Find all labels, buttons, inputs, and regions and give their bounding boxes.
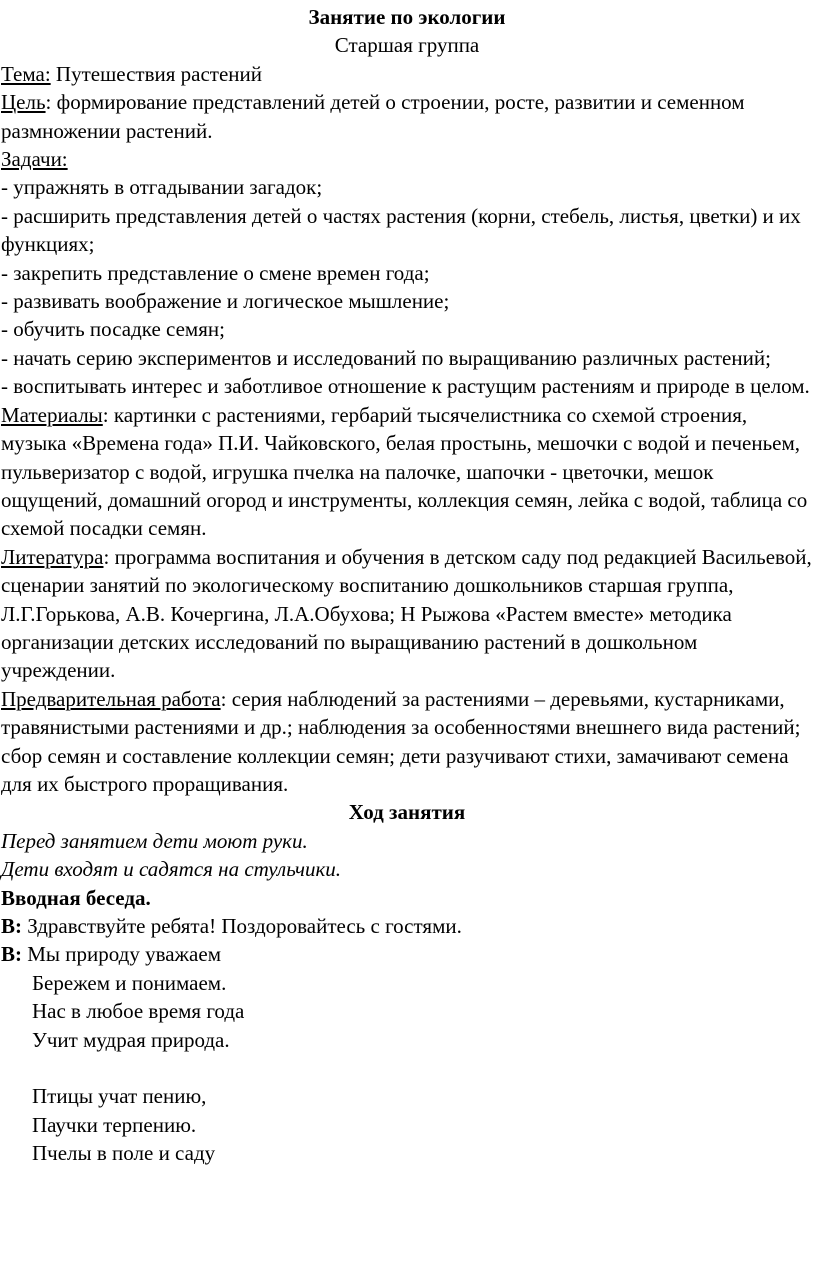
dialogue-text: Здравствуйте ребята! Поздоровайтесь с гостями. (22, 914, 462, 938)
materials-paragraph (1, 401, 813, 543)
topic-text: Путешествия растений (50, 61, 262, 86)
poem-line: Птицы учат пению, (32, 1084, 207, 1109)
prework-label: Предварительная работа (1, 686, 221, 711)
task-item: - упражнять в отгадывании загадок; (1, 175, 323, 200)
prework-text: : серия наблюдений за растениями – деревьями, кустарниками, травянистыми растениями и др.; наблюдения за особенностями внешнего вида растений; сбор семян и составление коллекции семян; дети разучивают стихи, замачивают семена для их быстрого проращивания. (1, 686, 801, 796)
task-item: - воспитывать интерес и заботливое отношение к растущим растениям и природе в целом. (1, 374, 810, 399)
poem-line: Нас в любое время года (32, 999, 245, 1024)
poem-line: Паучки терпению. (32, 1112, 197, 1137)
goal-text: : формирование представлений детей о строении, росте, развитии и семенном размножении растений. (1, 90, 745, 143)
prework-paragraph (1, 685, 813, 799)
topic-label: Тема: (1, 61, 51, 86)
task-item: - закрепить представление о смене времен года; (1, 260, 430, 285)
speaker-label: В: (1, 914, 22, 938)
task-item: - расширить представления детей о частях растения (корни, стебель, листья, цветки) и их функциях; (1, 203, 801, 257)
literature-label: Литература (1, 544, 104, 569)
stanza-gap (1, 1054, 813, 1082)
dialogue-line (1, 940, 813, 968)
document-subtitle: Старшая группа (334, 33, 480, 58)
dialogue-line (1, 912, 813, 940)
lesson-heading: Ход занятия (348, 800, 466, 825)
poem-line: Бережем и понимаем. (32, 970, 227, 995)
materials-text: : картинки с растениями, гербарий тысячелистника со схемой строения, музыка «Времена года» П.И. Чайковского, белая простынь, мешочки с водой и печеньем, пульверизатор с водой, игрушка пчелка на палочке, шапочки - цветочки, мешок ощущений, домашний огород и инструменты, коллекция семян, лейка с водой, таблица со схемой посадки семян. (1, 402, 808, 541)
stage-direction: Дети входят и садятся на стульчики. (1, 857, 342, 882)
document-page (1, 0, 813, 1168)
topic-line (1, 60, 813, 88)
task-item: - развивать воображение и логическое мышление; (1, 289, 450, 314)
speaker-label: В: (1, 942, 22, 967)
document-title: Занятие по экологии (308, 5, 506, 29)
poem-line: Пчелы в поле и саду (32, 1141, 216, 1166)
intro-heading: Вводная беседа. (1, 885, 151, 910)
goal-paragraph (1, 88, 813, 145)
poem-line: Учит мудрая природа. (32, 1027, 230, 1052)
materials-label: Материалы (1, 402, 103, 427)
goal-label: Цель (1, 90, 46, 115)
task-item: - начать серию экспериментов и исследований по выращиванию различных растений; (1, 345, 771, 370)
literature-text: : программа воспитания и обучения в детском саду под редакцией Васильевой, сценарии занятий по экологическому воспитанию дошкольников старшая группа, Л.Г.Горькова, А.В. Кочергина, Л.А.Обухова; Н Рыжова «Растем вместе» методика организации детских исследований по выращиванию растений в дошкольном учреждении. (1, 544, 812, 683)
stage-direction: Перед занятием дети моют руки. (1, 828, 308, 853)
task-item: - обучить посадке семян; (1, 317, 225, 342)
dialogue-text: Мы природу уважаем (22, 942, 221, 967)
tasks-label: Задачи: (1, 147, 68, 172)
literature-paragraph (1, 543, 813, 685)
